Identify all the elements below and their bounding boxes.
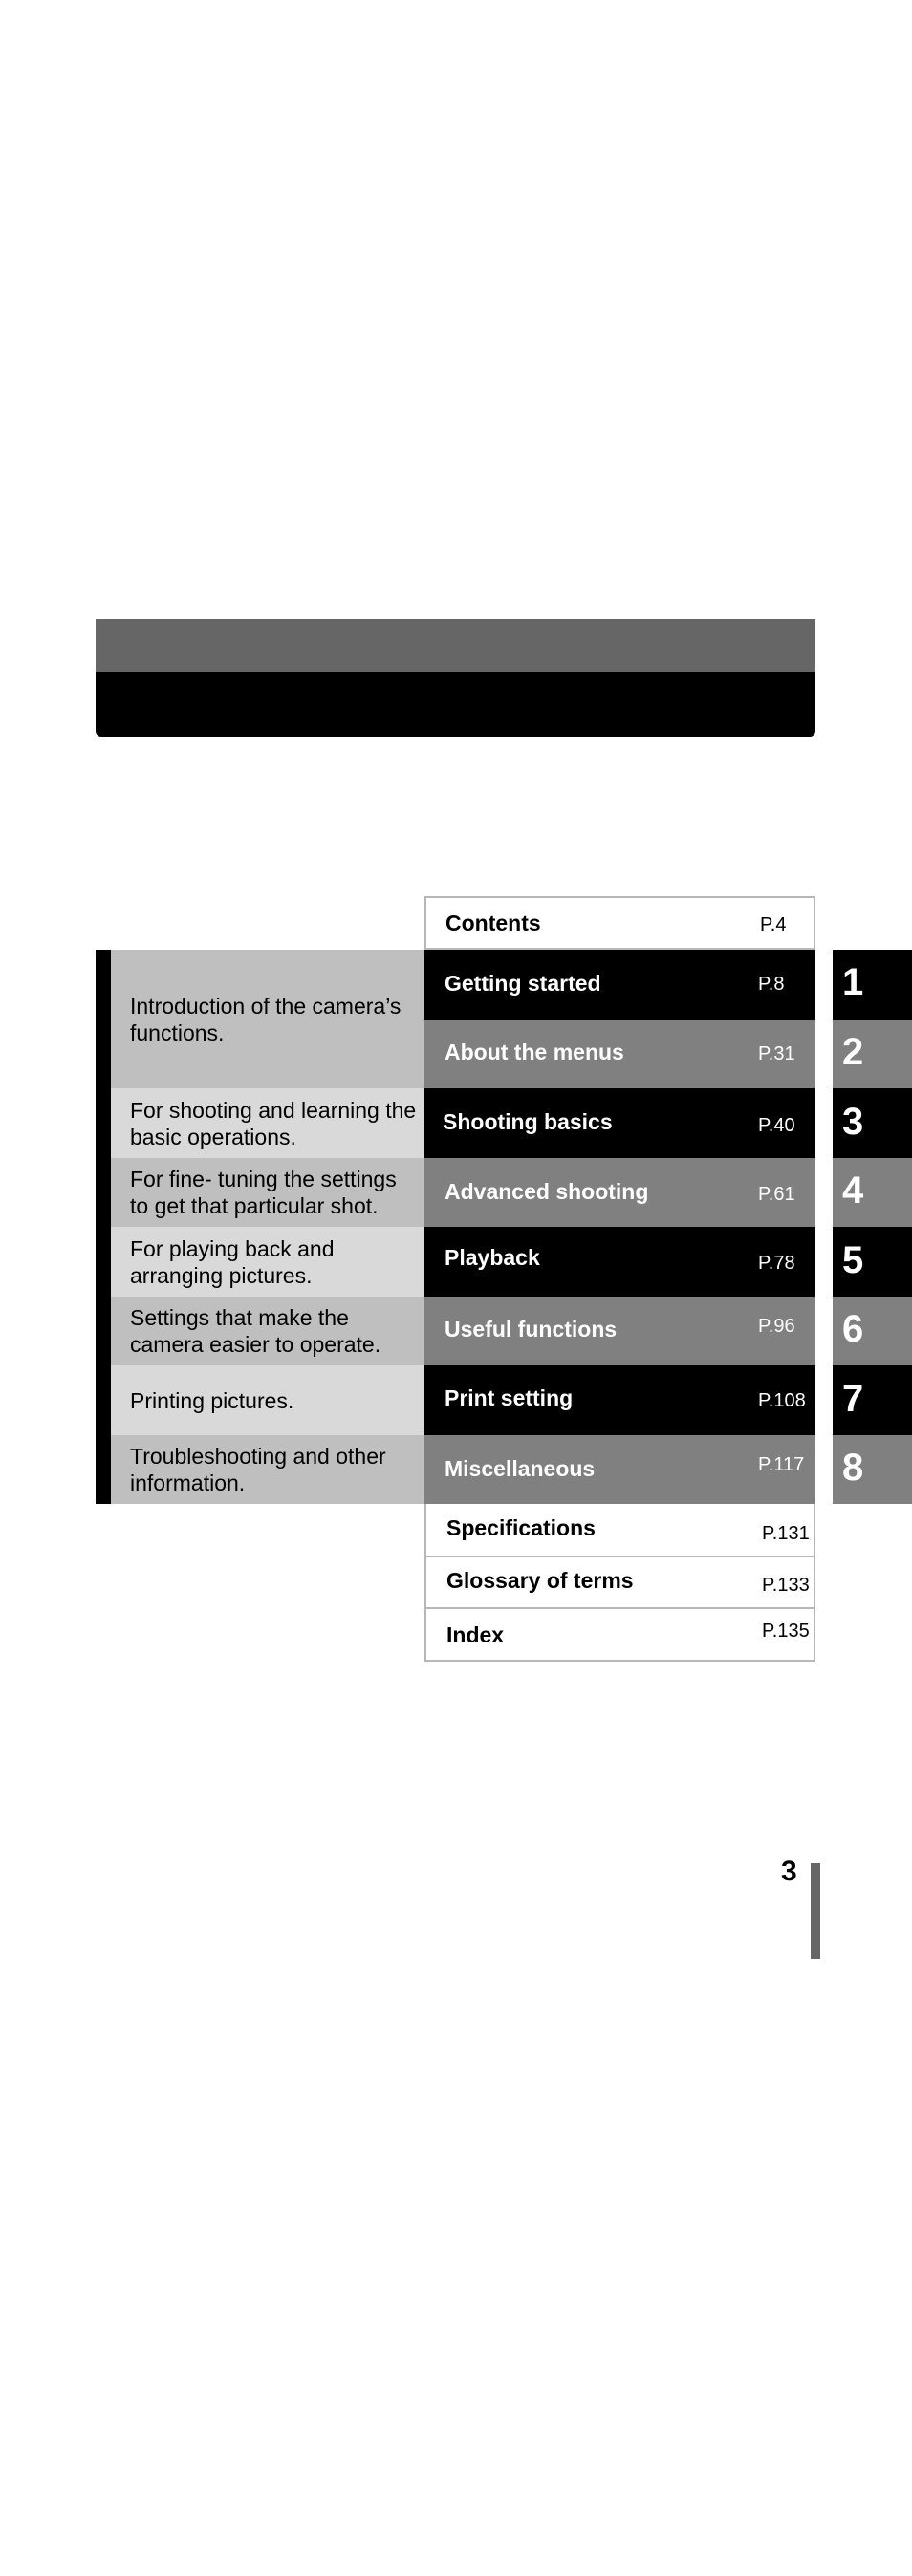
chapter-tab-4[interactable]: 4 xyxy=(833,1158,912,1227)
chapter-row-7[interactable] xyxy=(424,1365,815,1435)
toc-page: P.4 xyxy=(760,914,787,935)
chapter-page: P.8 xyxy=(758,974,785,995)
toc-title: Specifications xyxy=(446,1515,596,1540)
toc-row-specifications[interactable] xyxy=(424,1504,815,1557)
page-marker-bar xyxy=(811,1863,820,1959)
chapter-row-8[interactable] xyxy=(424,1435,815,1504)
toc-row-glossary[interactable] xyxy=(424,1556,815,1609)
chapter-page: P.40 xyxy=(758,1115,795,1136)
chapter-title: Shooting basics xyxy=(443,1109,613,1134)
description-advanced: For fine- tuning the settings to get that particular shot. xyxy=(111,1158,424,1227)
description-intro: Introduction of the camera’s functions. xyxy=(111,950,424,1088)
toc-row-index[interactable] xyxy=(424,1607,815,1662)
chapter-tab-2[interactable]: 2 xyxy=(833,1020,912,1088)
chapter-tab-3[interactable]: 3 xyxy=(833,1088,912,1158)
chapter-page: P.108 xyxy=(758,1390,806,1411)
left-accent-bar xyxy=(96,950,111,1504)
chapter-page: P.117 xyxy=(758,1454,805,1475)
toc-page: P.133 xyxy=(762,1575,810,1596)
toc-page: P.131 xyxy=(762,1523,810,1544)
chapter-row-4[interactable] xyxy=(424,1158,815,1227)
chapter-title: Playback xyxy=(445,1245,540,1270)
chapter-row-2[interactable] xyxy=(424,1020,815,1088)
header-band-bottom xyxy=(96,672,815,737)
header-band-top xyxy=(96,619,815,672)
toc-title: Glossary of terms xyxy=(446,1568,634,1593)
chapter-tab-7[interactable]: 7 xyxy=(833,1365,912,1435)
chapter-page: P.61 xyxy=(758,1184,795,1205)
chapter-title: Useful functions xyxy=(445,1317,618,1342)
toc-title: Index xyxy=(446,1622,505,1647)
description-misc: Troubleshooting and other information. xyxy=(111,1435,424,1504)
chapter-title: Miscellaneous xyxy=(445,1456,596,1481)
chapter-title: Getting started xyxy=(445,971,601,996)
chapter-title: Print setting xyxy=(445,1385,574,1410)
description-playback: For playing back and arranging pictures. xyxy=(111,1227,424,1297)
chapter-page: P.78 xyxy=(758,1253,795,1274)
chapter-tab-1[interactable]: 1 xyxy=(833,950,912,1020)
description-useful: Settings that make the camera easier to operate. xyxy=(111,1297,424,1365)
toc-row-contents[interactable] xyxy=(424,896,815,950)
page-number: 3 xyxy=(781,1856,797,1887)
chapter-page: P.96 xyxy=(758,1316,795,1337)
chapter-tab-5[interactable]: 5 xyxy=(833,1227,912,1297)
chapter-tab-6[interactable]: 6 xyxy=(833,1297,912,1365)
description-basics: For shooting and learning the basic operations. xyxy=(111,1088,424,1158)
chapter-tab-8[interactable]: 8 xyxy=(833,1435,912,1504)
chapter-page: P.31 xyxy=(758,1043,795,1064)
chapter-row-1[interactable] xyxy=(424,950,815,1020)
description-print: Printing pictures. xyxy=(111,1365,424,1435)
toc-title: Contents xyxy=(445,911,541,935)
chapter-title: Advanced shooting xyxy=(445,1179,649,1204)
toc-page: P.135 xyxy=(762,1621,810,1642)
chapter-title: About the menus xyxy=(445,1040,624,1064)
chapter-row-3[interactable] xyxy=(424,1088,815,1158)
chapter-row-5[interactable] xyxy=(424,1227,815,1297)
chapter-row-6[interactable] xyxy=(424,1297,815,1365)
